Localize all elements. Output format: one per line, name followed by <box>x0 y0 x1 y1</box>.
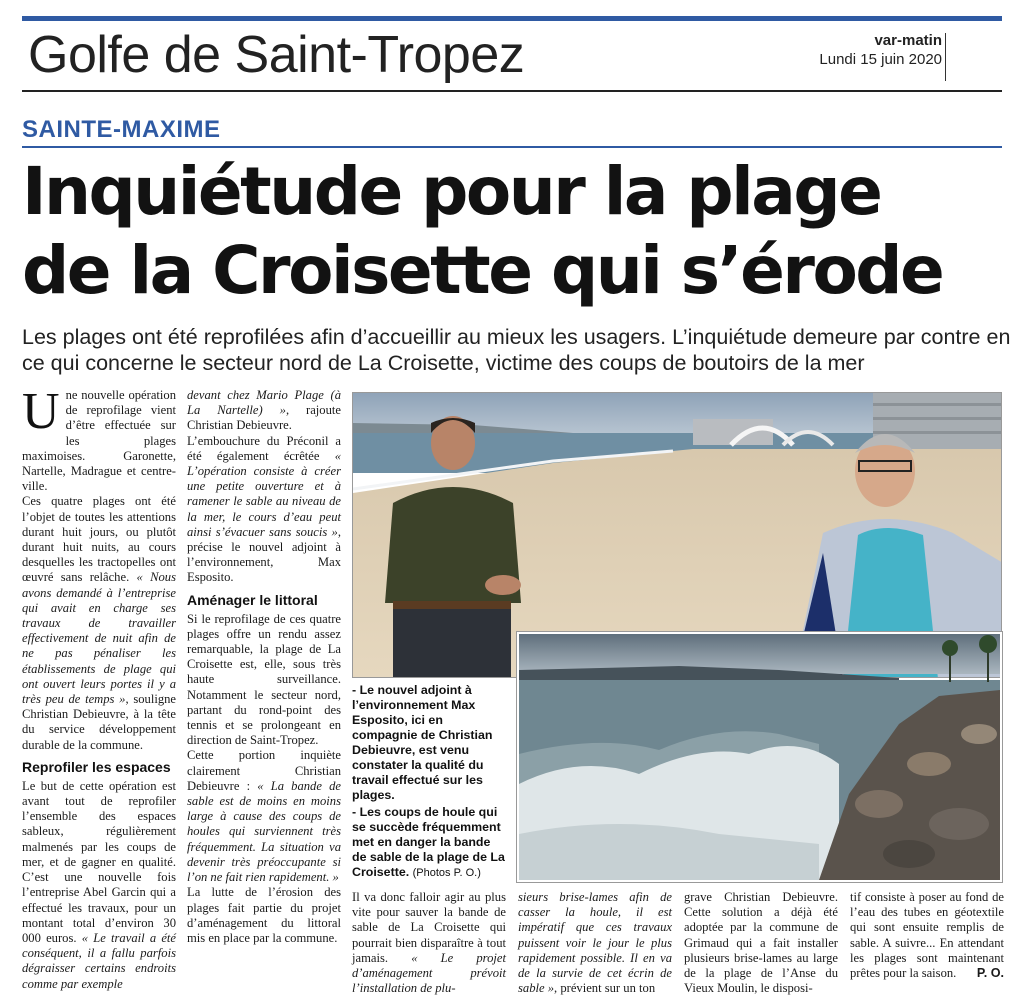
paragraph: sieurs brise-lames afin de casser la houle, il est impératif que ces travaux puissent voir le jour le plus rapidement possible. Il en va de la survie de cet écrin de sable », prévient sur un ton <box>518 890 672 996</box>
masthead-divider <box>945 33 946 81</box>
article-headline <box>22 152 1022 310</box>
article-standfirst: Les plages ont été reprofilées afin d’accueillir au mieux les usagers. L’inquiétude demeure par contre en ce qui concerne le secteur nord de La Croisette, victime des coups de boutoirs de la mer <box>22 325 1011 375</box>
article-column-1 <box>22 383 176 992</box>
subheading: Aménager le littoral <box>187 591 318 608</box>
headline-line-1: Inquiétude pour la plage <box>22 153 881 230</box>
article-column-3 <box>352 890 506 996</box>
drop-cap: U <box>22 383 60 440</box>
publication-date: Lundi 15 juin 2020 <box>819 51 942 68</box>
paper-name: var-matin <box>874 32 942 49</box>
subheading: Reprofiler les espaces <box>22 758 171 775</box>
header-rule <box>22 90 1002 92</box>
quote: « La bande de sable est de moins en moins large à cause des coups de houles qui surviennent très fréquemment. La situation va devenir très préoccupante si l’on ne fait rien rapidement. » <box>187 778 341 885</box>
paragraph: tif consiste à poser au fond de l’eau des tubes en géotextile qui sont ensuite remplis de sable. A suivre... En attendant les plages sont maintenant prêtes pour la saison. P. O. <box>850 890 1004 981</box>
article-column-6 <box>850 890 1004 981</box>
waves-photo <box>517 632 1002 882</box>
masthead <box>819 32 942 70</box>
caption-line-2: - Les coups de houle qui se succède fréquemment met en danger la bande de sable de la plage de La Croisette. (Photos P. O.) <box>352 805 505 879</box>
paragraph: Cette portion inquiète clairement Christian Debieuvre : « La bande de sable est de moins en moins large à cause des coups de houles qui surviennent très fréquemment. La situation va devenir très préoccupante si l’on ne fait rien rapidement. » <box>187 748 341 885</box>
caption-line-1: - Le nouvel adjoint à l’environnement Max Esposito, ici en compagnie de Christian Debieuvre, est venu constater la qualité du travail effectué sur les plages. <box>352 683 493 802</box>
paragraph: devant chez Mario Plage (à La Nartelle) », rajoute Christian Debieuvre. <box>187 388 341 433</box>
author-signoff: P. O. <box>976 966 1004 981</box>
photo-caption <box>352 683 506 883</box>
paragraph: L’embouchure du Préconil a été également écrêtée « L’opération consiste à créer une petite ouverture et à ramener le sable au niveau de la mer, le cours d’eau peut ainsi s’évacuer sans soucis », précise le nouvel adjoint à l’environnement, Max Esposito. <box>187 433 341 585</box>
paragraph: Une nouvelle opération de reprofilage vient d’être effectuée sur les plages maximoises. Garonette, Nartelle, Madrague et centre-ville. <box>22 383 176 494</box>
quote: « L’opération consiste à créer une petite ouverture et à ramener le sable au niveau de la mer, le cours d’eau peut ainsi s’évacuer sans soucis » <box>187 448 341 539</box>
paragraph: grave Christian Debieuvre. Cette solution a déjà été adoptée par la commune de Grimaud qui a fait installer plusieurs brise-lames au large de la plage de l’Anse du Vieux Moulin, le disposi- <box>684 890 838 996</box>
quote: sieurs brise-lames afin de casser la houle, il est impératif que ces travaux puissent voir le jour le plus rapidement possible. Il en va de la survie de cet écrin de sable » <box>518 890 672 996</box>
kicker-rule <box>22 146 1002 148</box>
article-column-2 <box>187 388 341 946</box>
article-column-4 <box>518 890 672 996</box>
article-kicker: SAINTE-MAXIME <box>22 116 221 143</box>
quote: « Le projet d’aménagement prévoit l’installation de plu- <box>352 950 506 996</box>
headline-line-2: de la Croisette qui s’érode <box>22 232 943 309</box>
quote: « Nous avons demandé à l’entreprise qui avait en charge ses travaux de travailler effectivement de nuit afin de ne pas pénaliser les établissements de plage qui ont ouvert leurs portes il y a très peu de temps » <box>22 570 176 707</box>
paragraph: Si le reprofilage de ces quatre plages offre un rendu assez remarquable, la plage de La Croisette est, elle, sous très haute surveillance. Notamment le secteur nord, partant du rond-point des tennis et se prolongeant en direction de Saint-Tropez. <box>187 611 341 748</box>
quote: « Le travail a été conséquent, il a fallu parfois dégraisser certains endroits comme par exemple <box>22 930 176 991</box>
quote: devant chez Mario Plage (à La Nartelle) » <box>187 388 341 418</box>
section-region-title: Golfe de Saint-Tropez <box>28 26 525 84</box>
paragraph: Ces quatre plages ont été l’objet de toutes les attentions durant huit jours, ou plutôt durant huit nuits, au cours desquelles les tractopelles ont œuvré sans relâche. « Nous avons demandé à l’entreprise qui avait en charge ses travaux de travailler effectivement de nuit afin de ne pas pénaliser les établissements de plage qui ont ouvert leurs portes il y a très peu de temps », souligne Christian Debieuvre, à la tête du service développement durable de la commune. <box>22 494 176 752</box>
paragraph: Le but de cette opération est avant tout de reprofiler l’ensemble des espaces sableux, régulièrement malmenés par les coups de mer, et de gagner en qualité. C’est une nouvelle fois l’entreprise Abel Garcin qui a effectué les travaux, pour un montant total d’environ 30 000 euros. « Le travail a été conséquent, il a fallu parfois dégraisser certains endroits comme par exemple <box>22 778 176 991</box>
photo-credit: (Photos P. O.) <box>412 867 481 879</box>
article-column-5 <box>684 890 838 996</box>
top-accent-rule <box>22 16 1002 21</box>
paragraph: Il va donc falloir agir au plus vite pour sauver la bande de sable de La Croisette qui pourrait bien disparaître à tout jamais. « Le projet d’aménagement prévoit l’installation de plu- <box>352 890 506 996</box>
paragraph: La lutte de l’érosion des plages fait partie du projet d’aménagement du littoral mis en place par la commune. <box>187 885 341 945</box>
